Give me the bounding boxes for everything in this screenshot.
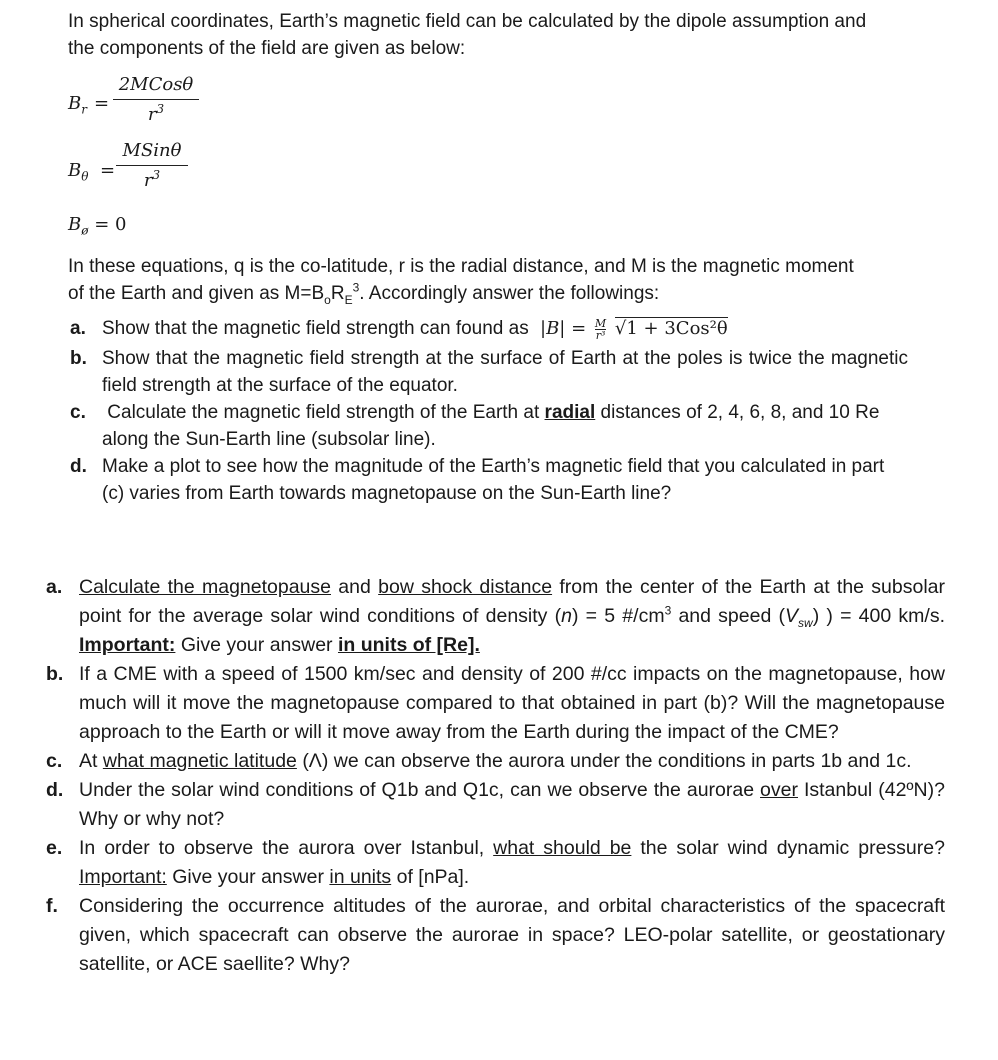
bphi-lhs: B [68,214,82,235]
item-text: Show that the magnetic field strength at the surface of Earth at the poles is twice the magnetic field strength at the surface of the equator. [102,348,908,396]
item-text: Under the solar wind conditions of Q1b and Q1c, can we observe the aurorae over Istanbul (42ºN)? Why or why not? [79,779,945,830]
item-text: In order to observe the aurora over Istanbul, what should be the solar wind dynamic pressure? Important: Give your answer in units of [nPa]. [79,837,945,888]
item-label: e. [46,837,63,859]
item-text: Calculate the magnetopause and bow shock distance from the center of the Earth at the subsolar point for the average solar wind conditions of density (n) = 5 $\#/cm^3$ and speed $(V_{sw})$ ) = 400 km/s. Important: Give your answer in units of [Re]. [79,576,946,656]
list-item [68,399,918,453]
list-item [46,892,946,979]
btheta-lhs: B [68,160,82,181]
field-magnitude-formula: |B| = $\frac{M}{\text{r³}}$ √1 + 3Cos²θ [540,316,728,342]
br-fraction: 2MCosθ $r^3$ [113,74,199,125]
br-equals: = [94,93,110,114]
br-denominator: r [147,104,157,125]
list-item [46,660,946,747]
definitions-line-1: In these equations, q is the co-latitude, r is the radial distance, and M is the magnetic moment [68,256,854,277]
br-sub: r [81,102,87,117]
item-text: Show that the magnetic field strength can found as [102,318,529,339]
item-text: If a CME with a speed of 1500 km/sec and density of 200 #/cc impacts on the magnetopause, how much will it move the magnetopause compared to that obtained in part (b)? Will the magnetopause approach to the Earth or will it move away from the Earth during the impact of the CME? [79,663,945,743]
item-label: d. [70,456,87,477]
btheta-denominator: r [143,170,153,191]
btheta-sub: θ [81,169,89,184]
item-text: Make a plot to see how the magnitude of the Earth’s magnetic field that you calculated in part (c) varies from Earth towards magnetopause on the Sun-Earth line? [102,456,885,504]
list-item [46,747,946,776]
br-numerator: 2MCosθ [118,74,194,95]
item-text: Considering the occurrence altitudes of the aurorae, and orbital characteristics of the spacecraft given, which spacecraft can observe the aurorae in space? LEO-polar satellite, or geostationary satellite, or ACE saellite? Why? [79,895,945,975]
list-item [68,345,918,399]
item-label: d. [46,779,64,801]
br-lhs: B [68,93,82,114]
btheta-fraction: MSinθ $r^3$ [116,140,188,191]
equation-bphi [68,214,127,238]
bphi-sub: ø [81,223,89,238]
item-text: At what magnetic latitude (Λ) we can observe the aurora under the conditions in parts 1b and 1c. [79,750,912,772]
definitions-line-2: of the Earth and given as $M=B_oR_E^3$. Accordingly answer the followings: [68,280,660,307]
item-label: a. [46,576,63,598]
list-item [46,834,946,892]
part2-list [46,573,946,979]
item-label: c. [46,750,63,772]
intro-line-2: the components of the field are given as below: [68,38,466,59]
btheta-numerator: MSinθ [122,140,182,161]
part1-list [68,315,918,507]
list-item [68,315,918,345]
list-item [46,776,946,834]
bphi-rhs: = 0 [94,214,127,235]
item-label: c. [70,402,86,423]
intro-line-1: In spherical coordinates, Earth’s magnetic field can be calculated by the dipole assumption and [68,11,867,32]
btheta-equals: = [100,160,116,181]
list-item [68,453,918,507]
intro-paragraph [68,8,918,62]
list-item [46,573,946,660]
definitions-paragraph [68,253,918,307]
item-label: a. [70,318,86,339]
item-label: f. [46,895,58,917]
item-label: b. [70,348,87,369]
item-text: Calculate the magnetic field strength of the Earth at radial distances of 2, 4, 6, 8, and 10 Re along the Sun-Earth line (subsolar line). [102,402,880,450]
item-label: b. [46,663,64,685]
